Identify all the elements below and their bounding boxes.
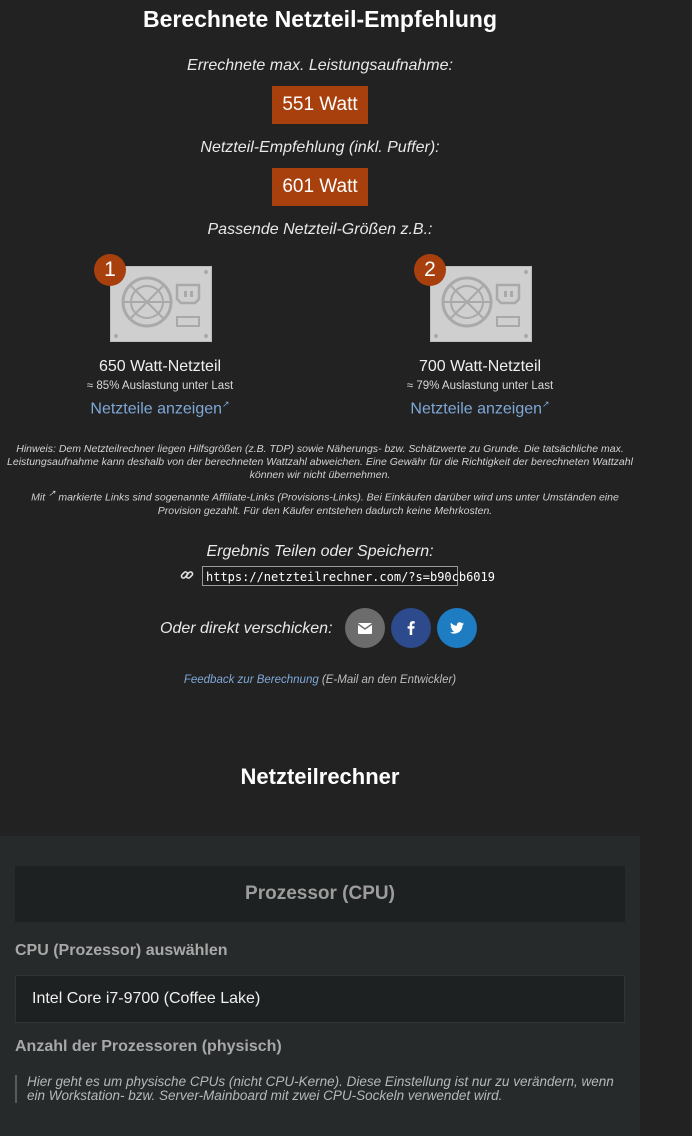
envelope-icon xyxy=(358,623,372,634)
affiliate-prefix: Mit xyxy=(31,491,46,504)
share-url-field[interactable]: https://netzteilrechner.com/?s=b90cb6019 xyxy=(202,566,458,586)
section-header-cpu[interactable]: Prozessor (CPU) xyxy=(15,866,625,922)
external-link-icon: ↗ xyxy=(48,488,56,498)
feedback-suffix: (E-Mail an den Entwickler) xyxy=(318,674,457,686)
send-label: Oder direkt verschicken: xyxy=(160,620,333,637)
facebook-share-button[interactable] xyxy=(391,608,431,648)
sizes-label: Passende Netzteil-Größen z.B.: xyxy=(207,221,433,238)
show-psus-link[interactable] xyxy=(360,399,600,418)
psu-load: ≈ 79% Auslastung unter Last xyxy=(406,380,554,392)
rank-badge: 2 xyxy=(414,254,446,286)
psu-name: 650 Watt-Netzteil xyxy=(98,358,222,375)
recommend-value: 601 Watt xyxy=(272,168,368,206)
cpu-select-label: CPU (Prozessor) auswählen xyxy=(15,942,228,959)
recommend-label: Netzteil-Empfehlung (inkl. Puffer): xyxy=(200,139,440,156)
rank-badge: 1 xyxy=(94,254,126,286)
external-link-icon: ↗ xyxy=(542,399,550,409)
psu-name: 700 Watt-Netzteil xyxy=(418,358,542,375)
twitter-icon xyxy=(450,622,464,634)
show-psus-label: Netzteile anzeigen xyxy=(90,400,223,418)
psu-load: ≈ 85% Auslastung unter Last xyxy=(86,380,234,392)
cpu-select[interactable]: Intel Core i7-9700 (Coffee Lake) xyxy=(15,975,625,1023)
psu-icon[interactable] xyxy=(430,266,532,342)
link-icon xyxy=(180,568,194,582)
feedback-line xyxy=(0,674,640,686)
twitter-share-button[interactable] xyxy=(437,608,477,648)
cpu-count-label: Anzahl der Prozessoren (physisch) xyxy=(15,1038,282,1055)
result-title: Berechnete Netzteil-Empfehlung xyxy=(143,6,497,32)
max-power-label: Errechnete max. Leistungsaufnahme: xyxy=(187,57,453,74)
show-psus-link[interactable] xyxy=(40,399,280,418)
max-power-value: 551 Watt xyxy=(272,86,368,124)
external-link-icon: ↗ xyxy=(222,399,230,409)
show-psus-label: Netzteile anzeigen xyxy=(410,400,543,418)
feedback-link[interactable]: Feedback zur Berechnung xyxy=(183,674,319,686)
disclaimer-note: Hinweis: Dem Netzteilrechner liegen Hilfsgrößen (z.B. TDP) sowie Näherungs- bzw. Schätzwerte zu Grunde. Die tatsächliche max. Leistungsaufnahme kann deshalb von der berechneten Wattzahl abweichen. Eine Gewähr für die Richtigkeit der berechneten Wattzahl können wir nicht übernehmen. xyxy=(7,443,633,481)
affiliate-note xyxy=(10,487,640,518)
calculator-title: Netzteilrechner xyxy=(240,764,400,789)
email-share-button[interactable] xyxy=(345,608,385,648)
facebook-icon xyxy=(407,621,415,635)
cpu-count-hint: Hier geht es um physische CPUs (nicht CPU-Kerne). Diese Einstellung ist nur zu verändern, wenn ein Workstation- bzw. Server-Mainboard mit zwei CPU-Sockeln verwendet wird. xyxy=(15,1075,627,1103)
affiliate-text: markierte Links sind sogenannte Affiliate-Links (Provisions-Links). Bei Einkäufen darüber wird uns unter Umständen eine Provision gezahlt. Für den Käufer entstehen dadurch keine Mehrkosten. xyxy=(58,491,619,517)
psu-icon[interactable] xyxy=(110,266,212,342)
share-label: Ergebnis Teilen oder Speichern: xyxy=(206,543,434,560)
